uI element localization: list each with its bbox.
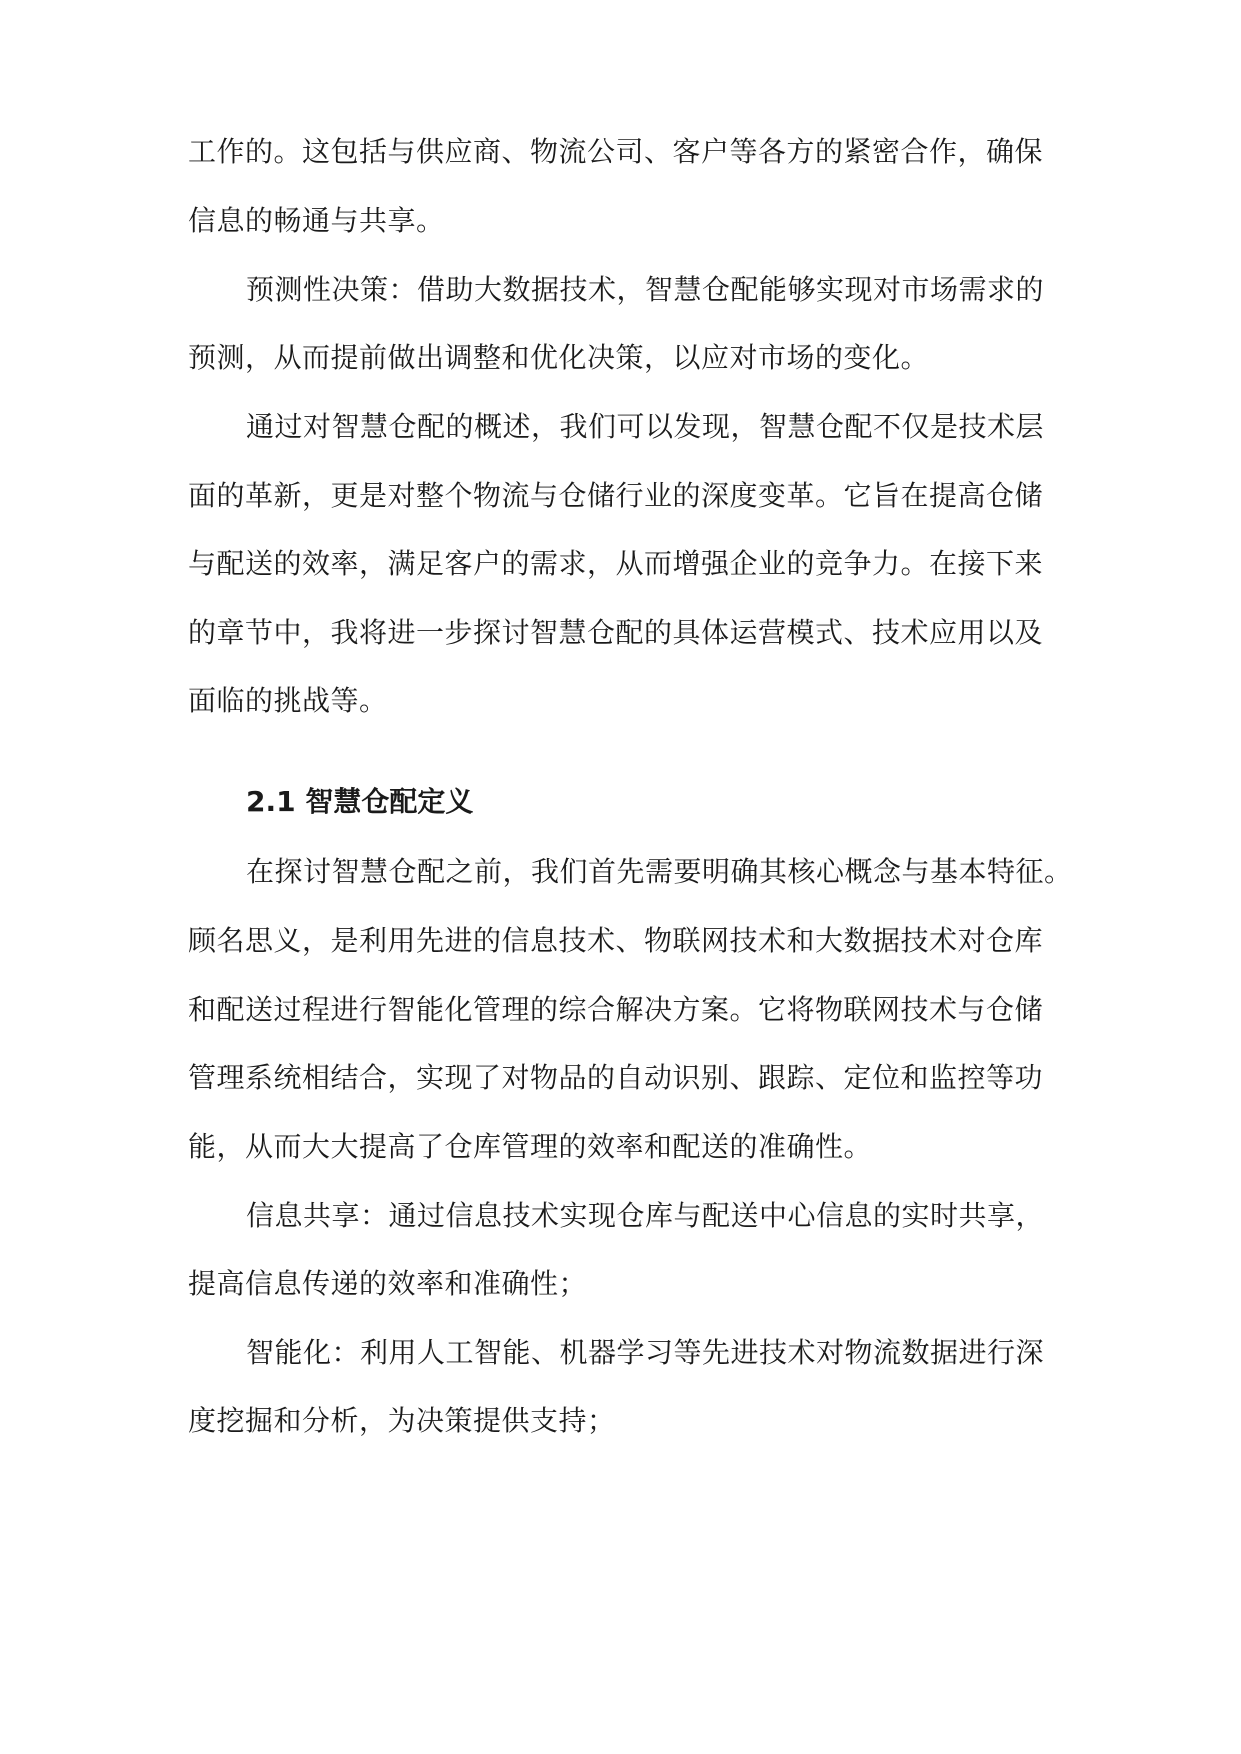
body-text-line: 预测，从而提前做出调整和优化决策，以应对市场的变化。 <box>188 341 930 374</box>
body-text-line: 顾名思义，是利用先进的信息技术、物联网技术和大数据技术对仓库 <box>188 924 1044 957</box>
paragraph-first-line: 通过对智慧仓配的概述，我们可以发现，智慧仓配不仅是技术层 <box>246 410 1045 443</box>
body-text-line: 面临的挑战等。 <box>188 684 388 717</box>
body-text-line: 能，从而大大提高了仓库管理的效率和配送的准确性。 <box>188 1130 873 1163</box>
body-text-line: 的章节中，我将进一步探讨智慧仓配的具体运营模式、技术应用以及 <box>188 616 1044 649</box>
body-text-line: 与配送的效率，满足客户的需求，从而增强企业的竞争力。在接下来 <box>188 547 1044 580</box>
paragraph-first-line: 智能化：利用人工智能、机器学习等先进技术对物流数据进行深 <box>246 1336 1045 1369</box>
paragraph-first-line: 信息共享：通过信息技术实现仓库与配送中心信息的实时共享， <box>246 1199 1045 1232</box>
body-text-line: 信息的畅通与共享。 <box>188 204 445 237</box>
body-text-line: 管理系统相结合，实现了对物品的自动识别、跟踪、定位和监控等功 <box>188 1061 1044 1094</box>
paragraph-first-line: 在探讨智慧仓配之前，我们首先需要明确其核心概念与基本特征。 <box>246 855 1073 888</box>
section-heading: 2.1 智慧仓配定义 <box>246 785 474 818</box>
body-text-line: 工作的。这包括与供应商、物流公司、客户等各方的紧密合作，确保 <box>188 135 1044 168</box>
paragraph-first-line: 预测性决策：借助大数据技术，智慧仓配能够实现对市场需求的 <box>246 273 1045 306</box>
body-text-line: 提高信息传递的效率和准确性； <box>188 1267 588 1300</box>
body-text-line: 和配送过程进行智能化管理的综合解决方案。它将物联网技术与仓储 <box>188 993 1044 1026</box>
body-text-line: 面的革新，更是对整个物流与仓储行业的深度变革。它旨在提高仓储 <box>188 479 1044 512</box>
body-text-line: 度挖掘和分析，为决策提供支持； <box>188 1404 616 1437</box>
